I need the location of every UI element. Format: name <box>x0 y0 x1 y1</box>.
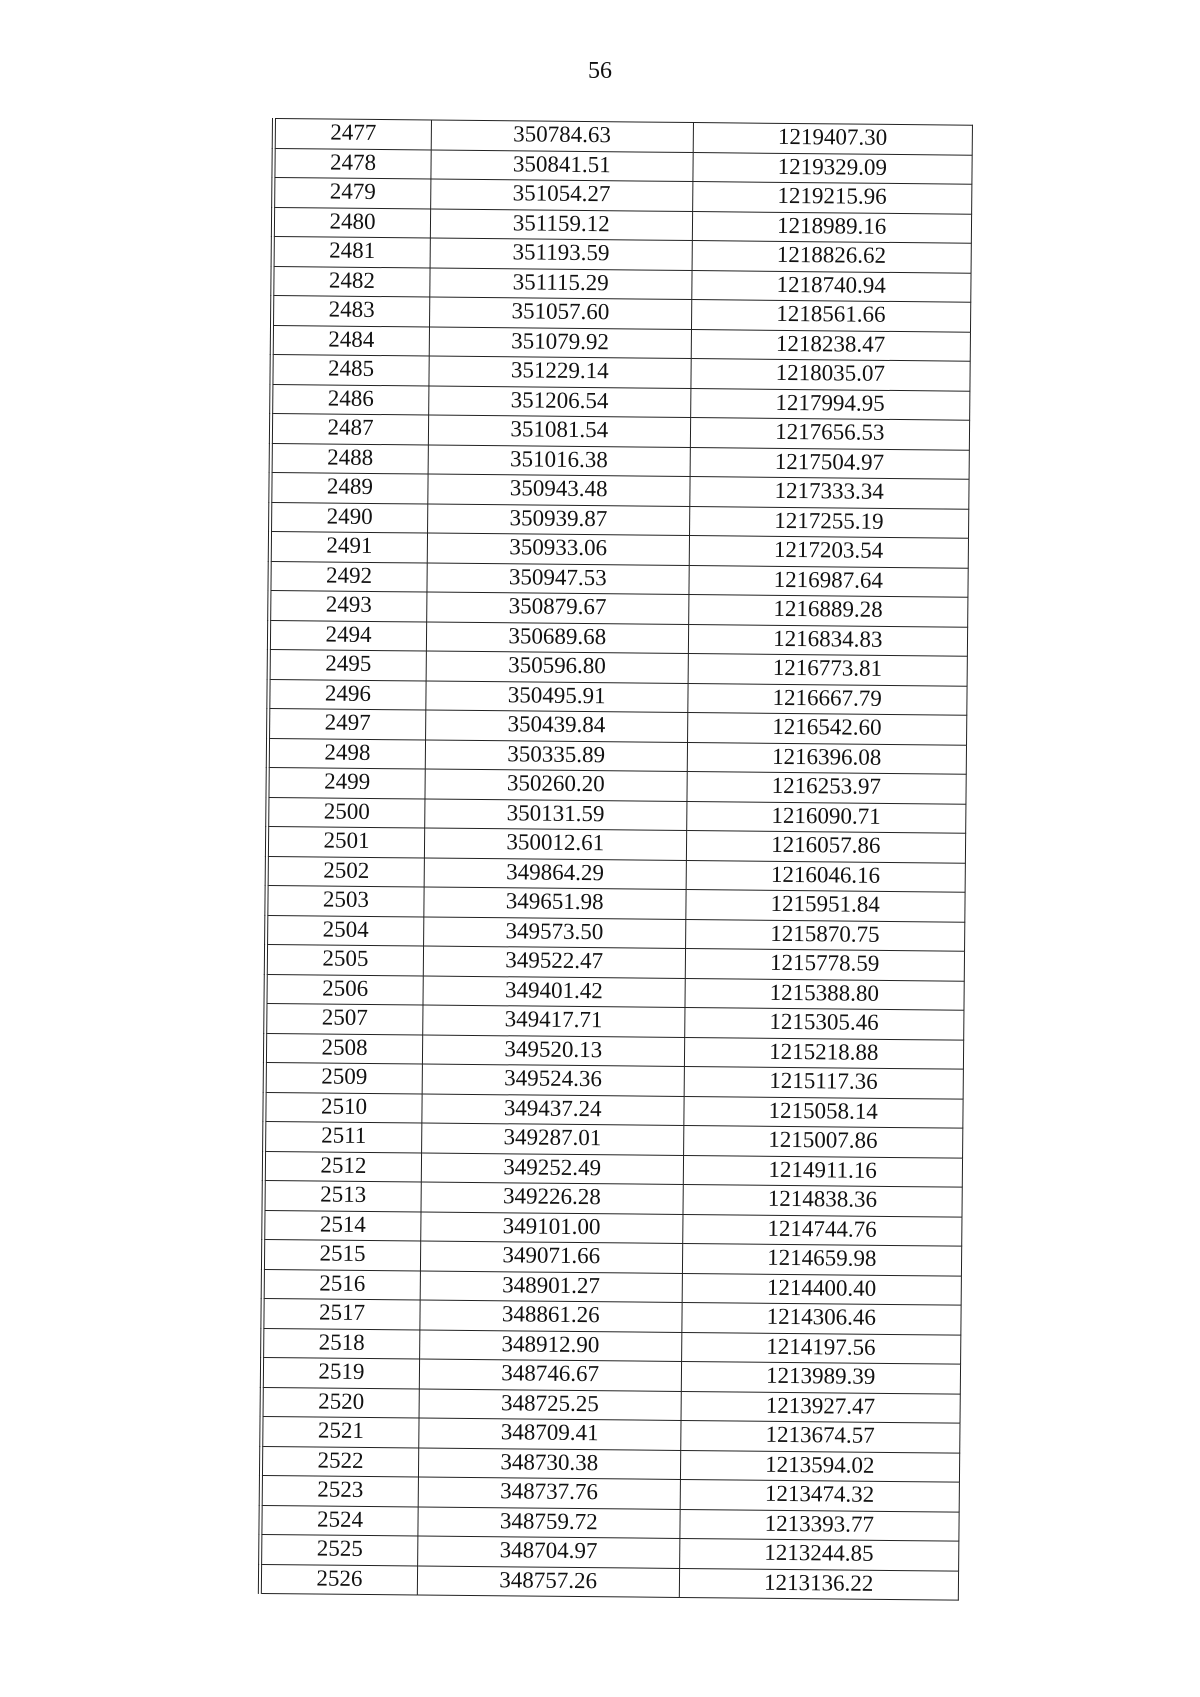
x-coordinate-cell: 349864.29 <box>424 857 686 889</box>
x-coordinate-cell: 348912.90 <box>420 1329 682 1361</box>
y-coordinate-cell: 1215218.88 <box>684 1037 964 1069</box>
point-number-cell: 2526 <box>260 1564 418 1595</box>
y-coordinate-cell: 1213594.02 <box>680 1450 960 1482</box>
x-coordinate-cell: 349651.98 <box>424 887 686 919</box>
x-coordinate-cell: 349252.49 <box>421 1152 683 1184</box>
x-coordinate-cell: 348725.25 <box>419 1388 681 1420</box>
x-coordinate-cell: 350939.87 <box>428 504 690 536</box>
y-coordinate-cell: 1216253.97 <box>686 772 966 804</box>
y-coordinate-cell: 1216542.60 <box>687 713 967 745</box>
point-number-cell: 2502 <box>267 856 425 887</box>
x-coordinate-cell: 350784.63 <box>431 120 693 152</box>
y-coordinate-cell: 1214197.56 <box>681 1332 961 1364</box>
y-coordinate-cell: 1216057.86 <box>686 831 966 863</box>
point-number-cell: 2511 <box>264 1121 422 1152</box>
point-number-cell: 2523 <box>261 1475 419 1506</box>
y-coordinate-cell: 1217203.54 <box>689 536 969 568</box>
x-coordinate-cell: 351081.54 <box>428 415 690 447</box>
y-coordinate-cell: 1215951.84 <box>685 890 965 922</box>
x-coordinate-cell: 348759.72 <box>418 1506 680 1538</box>
point-number-cell: 2513 <box>264 1180 422 1211</box>
y-coordinate-cell: 1216046.16 <box>686 860 966 892</box>
y-coordinate-cell: 1217504.97 <box>690 447 970 479</box>
y-coordinate-cell: 1214400.40 <box>682 1273 962 1305</box>
point-number-cell: 2488 <box>271 443 429 474</box>
point-number-cell: 2509 <box>265 1062 423 1093</box>
x-coordinate-cell: 349437.24 <box>422 1093 684 1125</box>
y-coordinate-cell: 1219215.96 <box>692 182 972 214</box>
point-number-cell: 2485 <box>271 355 429 386</box>
x-coordinate-cell: 351057.60 <box>430 297 692 329</box>
y-coordinate-cell: 1216834.83 <box>688 624 968 656</box>
point-number-cell: 2518 <box>262 1328 420 1359</box>
x-coordinate-cell: 348861.26 <box>420 1300 682 1332</box>
x-coordinate-cell: 350947.53 <box>427 563 689 595</box>
point-number-cell: 2477 <box>274 119 432 150</box>
y-coordinate-cell: 1215388.80 <box>684 978 964 1010</box>
x-coordinate-cell: 348746.67 <box>419 1359 681 1391</box>
x-coordinate-cell: 350012.61 <box>424 828 686 860</box>
y-coordinate-cell: 1214911.16 <box>683 1155 963 1187</box>
point-number-cell: 2483 <box>272 296 430 327</box>
x-coordinate-cell: 350841.51 <box>431 150 693 182</box>
y-coordinate-cell: 1216987.64 <box>688 565 968 597</box>
point-number-cell: 2500 <box>267 797 425 828</box>
point-number-cell: 2522 <box>261 1446 419 1477</box>
y-coordinate-cell: 1213244.85 <box>679 1538 959 1570</box>
point-number-cell: 2514 <box>263 1210 421 1241</box>
point-number-cell: 2479 <box>273 178 431 209</box>
x-coordinate-cell: 350439.84 <box>426 710 688 742</box>
point-number-cell: 2484 <box>272 325 430 356</box>
point-number-cell: 2504 <box>266 915 424 946</box>
point-number-cell: 2491 <box>270 532 428 563</box>
y-coordinate-cell: 1216773.81 <box>688 654 968 686</box>
point-number-cell: 2495 <box>269 649 427 680</box>
x-coordinate-cell: 350933.06 <box>427 533 689 565</box>
point-number-cell: 2489 <box>270 473 428 504</box>
y-coordinate-cell: 1219407.30 <box>693 123 973 155</box>
x-coordinate-cell: 350335.89 <box>425 740 687 772</box>
x-coordinate-cell: 351054.27 <box>431 179 693 211</box>
point-number-cell: 2507 <box>265 1003 423 1034</box>
coordinates-table <box>258 118 973 1601</box>
y-coordinate-cell: 1215870.75 <box>685 919 965 951</box>
x-coordinate-cell: 349071.66 <box>420 1241 682 1273</box>
page-number: 56 <box>588 58 612 84</box>
y-coordinate-cell: 1215058.14 <box>683 1096 963 1128</box>
y-coordinate-cell: 1218561.66 <box>691 300 971 332</box>
x-coordinate-cell: 350495.91 <box>426 681 688 713</box>
x-coordinate-cell: 351016.38 <box>428 445 690 477</box>
y-coordinate-cell: 1217333.34 <box>689 477 969 509</box>
y-coordinate-cell: 1213674.57 <box>680 1420 960 1452</box>
y-coordinate-cell: 1214838.36 <box>683 1184 963 1216</box>
point-number-cell: 2503 <box>266 885 424 916</box>
y-coordinate-cell: 1216889.28 <box>688 595 968 627</box>
y-coordinate-cell: 1218035.07 <box>690 359 970 391</box>
y-coordinate-cell: 1217994.95 <box>690 388 970 420</box>
y-coordinate-cell: 1215305.46 <box>684 1008 964 1040</box>
point-number-cell: 2478 <box>273 148 431 179</box>
point-number-cell: 2506 <box>265 974 423 1005</box>
x-coordinate-cell: 350131.59 <box>425 798 687 830</box>
x-coordinate-cell: 350596.80 <box>426 651 688 683</box>
y-coordinate-cell: 1213927.47 <box>681 1391 961 1423</box>
point-number-cell: 2510 <box>264 1092 422 1123</box>
point-number-cell: 2490 <box>270 502 428 533</box>
point-number-cell: 2501 <box>267 826 425 857</box>
point-number-cell: 2499 <box>267 767 425 798</box>
y-coordinate-cell: 1219329.09 <box>692 152 972 184</box>
y-coordinate-cell: 1215778.59 <box>685 949 965 981</box>
y-coordinate-cell: 1216396.08 <box>687 742 967 774</box>
point-number-cell: 2512 <box>264 1151 422 1182</box>
x-coordinate-cell: 349520.13 <box>422 1034 684 1066</box>
x-coordinate-cell: 349101.00 <box>421 1211 683 1243</box>
y-coordinate-cell: 1213393.77 <box>679 1509 959 1541</box>
y-coordinate-cell: 1213136.22 <box>679 1568 959 1600</box>
y-coordinate-cell: 1216667.79 <box>687 683 967 715</box>
point-number-cell: 2521 <box>261 1416 419 1447</box>
y-coordinate-cell: 1218989.16 <box>692 211 972 243</box>
x-coordinate-cell: 348704.97 <box>418 1536 680 1568</box>
x-coordinate-cell: 351193.59 <box>430 238 692 270</box>
y-coordinate-cell: 1217656.53 <box>690 418 970 450</box>
point-number-cell: 2524 <box>260 1505 418 1536</box>
x-coordinate-cell: 349401.42 <box>423 975 685 1007</box>
x-coordinate-cell: 350879.67 <box>427 592 689 624</box>
x-coordinate-cell: 351206.54 <box>429 386 691 418</box>
point-number-cell: 2517 <box>262 1298 420 1329</box>
x-coordinate-cell: 349573.50 <box>424 916 686 948</box>
point-number-cell: 2519 <box>262 1357 420 1388</box>
point-number-cell: 2497 <box>268 708 426 739</box>
x-coordinate-cell: 350943.48 <box>428 474 690 506</box>
y-coordinate-cell: 1215007.86 <box>683 1125 963 1157</box>
point-number-cell: 2486 <box>271 384 429 415</box>
y-coordinate-cell: 1215117.36 <box>684 1066 964 1098</box>
x-coordinate-cell: 349226.28 <box>421 1182 683 1214</box>
x-coordinate-cell: 348757.26 <box>417 1565 679 1597</box>
x-coordinate-cell: 348901.27 <box>420 1270 682 1302</box>
x-coordinate-cell: 351159.12 <box>430 209 692 241</box>
point-number-cell: 2480 <box>273 207 431 238</box>
x-coordinate-cell: 349287.01 <box>422 1123 684 1155</box>
point-number-cell: 2493 <box>269 590 427 621</box>
y-coordinate-cell: 1213989.39 <box>681 1361 961 1393</box>
x-coordinate-cell: 351079.92 <box>429 327 691 359</box>
x-coordinate-cell: 348709.41 <box>419 1418 681 1450</box>
x-coordinate-cell: 350689.68 <box>426 622 688 654</box>
x-coordinate-cell: 349522.47 <box>423 946 685 978</box>
point-number-cell: 2508 <box>265 1033 423 1064</box>
table-body <box>260 119 973 1601</box>
y-coordinate-cell: 1216090.71 <box>686 801 966 833</box>
y-coordinate-cell: 1213474.32 <box>680 1479 960 1511</box>
point-number-cell: 2482 <box>272 266 430 297</box>
y-coordinate-cell: 1214306.46 <box>681 1302 961 1334</box>
y-coordinate-cell: 1217255.19 <box>689 506 969 538</box>
y-coordinate-cell: 1218740.94 <box>691 270 971 302</box>
x-coordinate-cell: 349524.36 <box>422 1064 684 1096</box>
y-coordinate-cell: 1214659.98 <box>682 1243 962 1275</box>
point-number-cell: 2496 <box>268 679 426 710</box>
point-number-cell: 2505 <box>266 944 424 975</box>
y-coordinate-cell: 1218826.62 <box>692 241 972 273</box>
point-number-cell: 2487 <box>271 414 429 445</box>
point-number-cell: 2481 <box>273 237 431 268</box>
point-number-cell: 2498 <box>268 738 426 769</box>
point-number-cell: 2525 <box>260 1534 418 1565</box>
x-coordinate-cell: 348737.76 <box>418 1477 680 1509</box>
point-number-cell: 2492 <box>269 561 427 592</box>
table-row <box>260 1564 959 1600</box>
x-coordinate-cell: 348730.38 <box>418 1447 680 1479</box>
point-number-cell: 2515 <box>263 1239 421 1270</box>
point-number-cell: 2516 <box>263 1269 421 1300</box>
point-number-cell: 2520 <box>262 1387 420 1418</box>
point-number-cell: 2494 <box>269 620 427 651</box>
x-coordinate-cell: 350260.20 <box>425 769 687 801</box>
x-coordinate-cell: 349417.71 <box>423 1005 685 1037</box>
x-coordinate-cell: 351115.29 <box>430 268 692 300</box>
x-coordinate-cell: 351229.14 <box>429 356 691 388</box>
y-coordinate-cell: 1218238.47 <box>691 329 971 361</box>
y-coordinate-cell: 1214744.76 <box>682 1214 962 1246</box>
